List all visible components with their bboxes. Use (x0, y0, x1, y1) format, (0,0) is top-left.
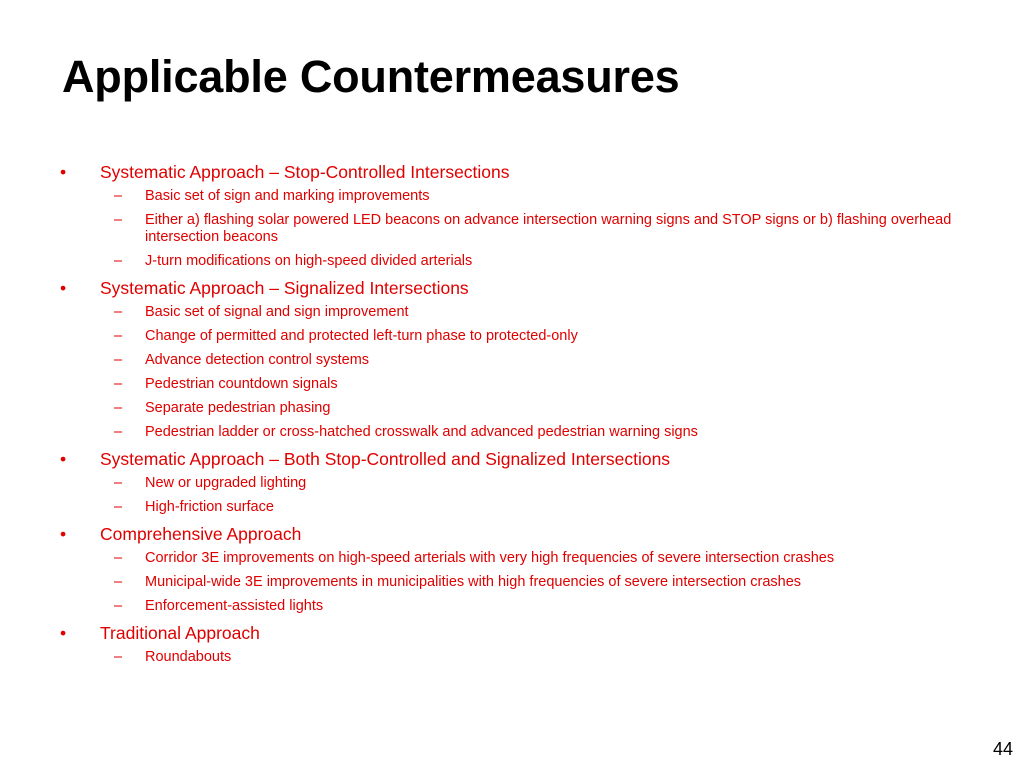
list-item (0, 352, 1024, 369)
section-heading-text: Systematic Approach – Stop-Controlled Intersections (100, 162, 510, 182)
bullet-dot-icon: • (60, 623, 67, 643)
bullet-dash-icon: – (114, 253, 123, 269)
section-heading-text: Systematic Approach – Both Stop-Controlled and Signalized Intersections (100, 449, 671, 469)
list-item-text: Basic set of signal and sign improvement (145, 304, 409, 320)
section-heading-traditional (0, 623, 1024, 644)
list-item-text: New or upgraded lighting (145, 475, 307, 491)
bullet-dot-icon: • (60, 449, 67, 469)
bullet-list (0, 162, 1024, 666)
list-item (0, 188, 1024, 205)
list-item-text: Pedestrian countdown signals (145, 376, 338, 392)
list-item-text: Roundabouts (145, 649, 232, 665)
list-item-text: Corridor 3E improvements on high-speed arterials with very high frequencies of severe intersection crashes (145, 550, 835, 566)
bullet-dash-icon: – (114, 424, 123, 440)
list-item (0, 328, 1024, 345)
list-item-text: Advance detection control systems (145, 352, 370, 368)
section-heading-comprehensive (0, 524, 1024, 545)
list-item-text: Separate pedestrian phasing (145, 400, 331, 416)
bullet-dot-icon: • (60, 278, 67, 298)
section-heading-text: Traditional Approach (100, 623, 260, 643)
bullet-dash-icon: – (114, 550, 123, 566)
bullet-dash-icon: – (114, 376, 123, 392)
list-item-text: Change of permitted and protected left-turn phase to protected-only (145, 328, 578, 344)
bullet-dash-icon: – (114, 188, 123, 204)
bullet-dash-icon: – (114, 212, 123, 228)
list-item (0, 598, 1024, 615)
list-item-text: Pedestrian ladder or cross-hatched crosswalk and advanced pedestrian warning signs (145, 424, 698, 440)
list-item (0, 649, 1024, 666)
list-item-text: Basic set of sign and marking improvements (145, 188, 430, 204)
section-heading-both (0, 449, 1024, 470)
list-item-text: High-friction surface (145, 499, 274, 515)
bullet-dot-icon: • (60, 524, 67, 544)
bullet-dot-icon: • (60, 162, 67, 182)
bullet-dash-icon: – (114, 475, 123, 491)
bullet-dash-icon: – (114, 499, 123, 515)
list-item (0, 376, 1024, 393)
list-item-text: Municipal-wide 3E improvements in municipalities with high frequencies of severe intersection crashes (145, 574, 802, 590)
section-heading-text: Comprehensive Approach (100, 524, 302, 544)
list-item (0, 253, 1024, 270)
bullet-dash-icon: – (114, 598, 123, 614)
bullet-dash-icon: – (114, 352, 123, 368)
bullet-dash-icon: – (114, 649, 123, 665)
list-item-text: J-turn modifications on high-speed divided arterials (145, 253, 473, 269)
section-heading-text: Systematic Approach – Signalized Intersections (100, 278, 469, 298)
bullet-dash-icon: – (114, 328, 123, 344)
list-item-text: Enforcement-assisted lights (145, 598, 324, 614)
list-item (0, 400, 1024, 417)
list-item (0, 424, 1024, 441)
list-item (0, 499, 1024, 516)
bullet-dash-icon: – (114, 304, 123, 320)
list-item (0, 574, 1024, 591)
list-item (0, 304, 1024, 321)
list-item (0, 212, 1024, 246)
page-number: 44 (992, 739, 1013, 759)
list-item (0, 550, 1024, 567)
slide-title: Applicable Countermeasures (62, 51, 680, 102)
section-heading-signalized (0, 278, 1024, 299)
section-heading-stop-controlled (0, 162, 1024, 183)
list-item-text: Either a) flashing solar powered LED beacons on advance intersection warning signs and STOP signs or b) flashing overhead intersection beacons (145, 212, 952, 245)
list-item (0, 475, 1024, 492)
bullet-dash-icon: – (114, 574, 123, 590)
bullet-dash-icon: – (114, 400, 123, 416)
